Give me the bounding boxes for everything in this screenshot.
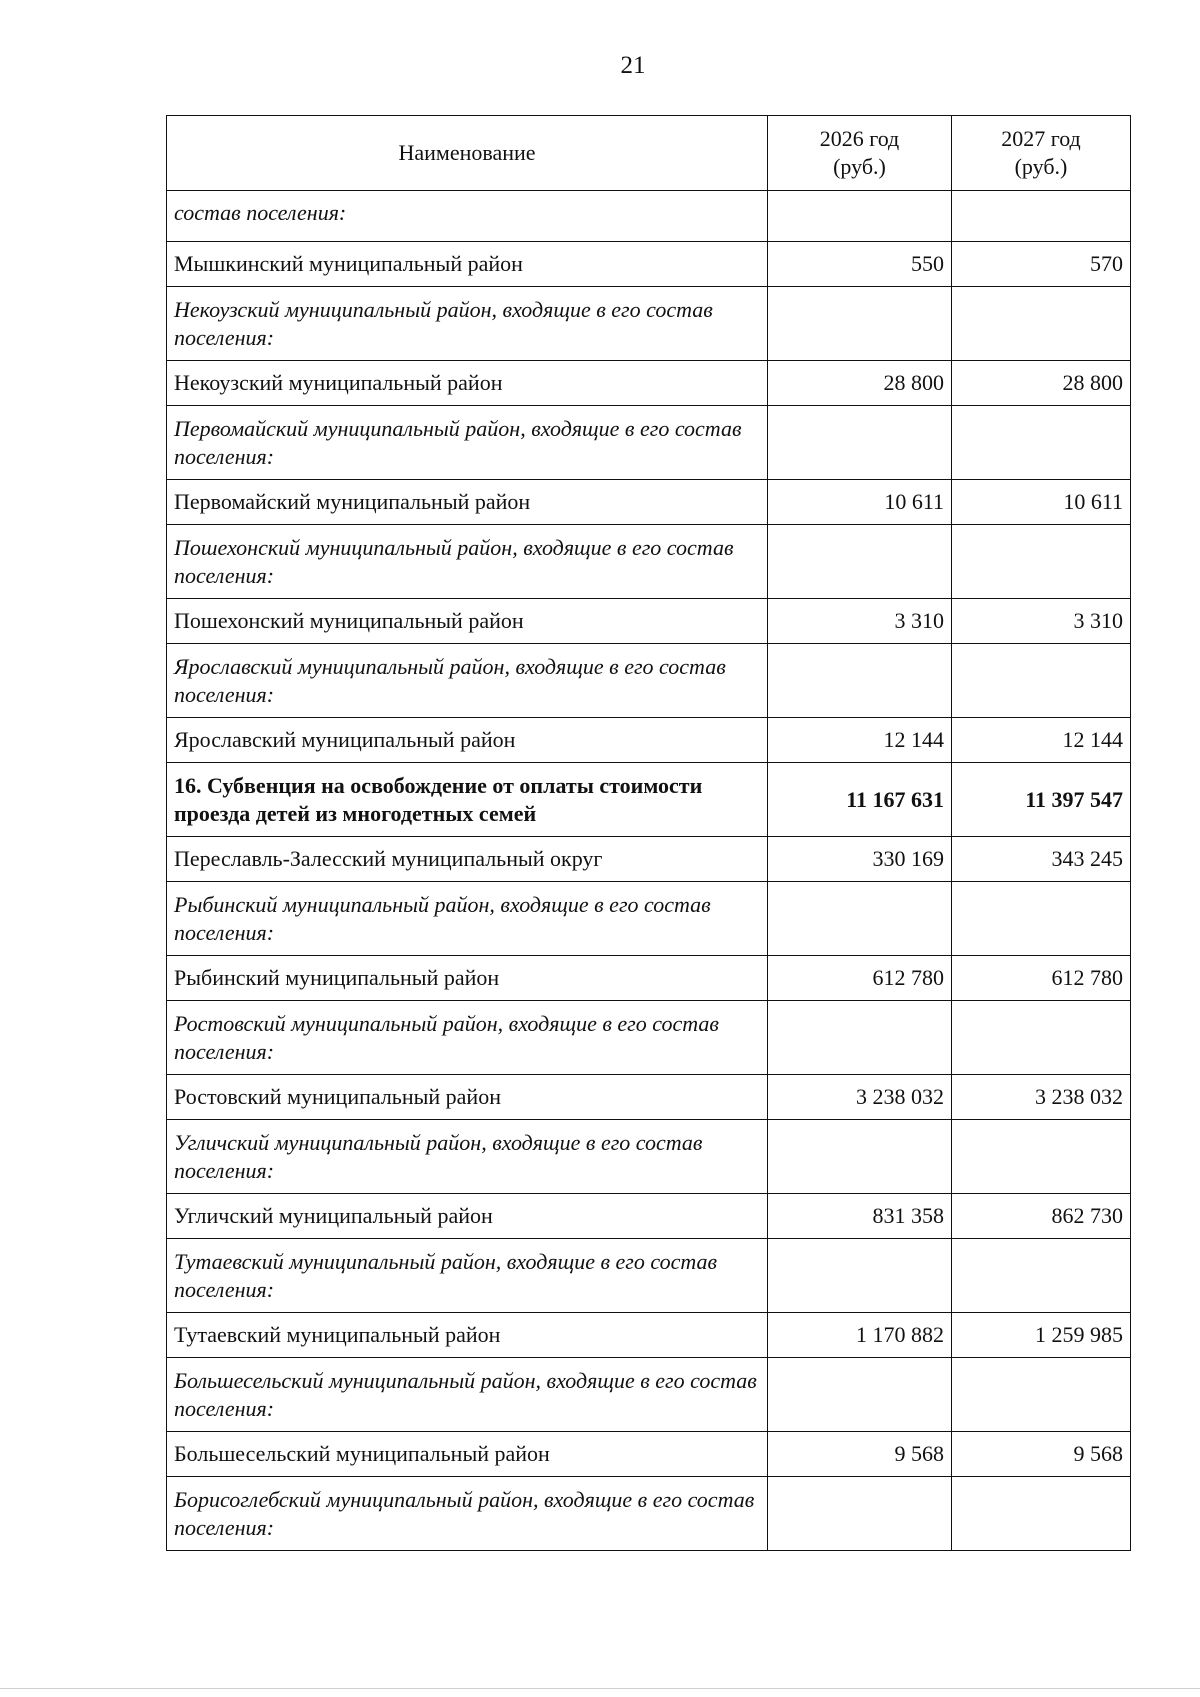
page-number: 21: [620, 52, 646, 79]
row-value-2026: 9 568: [768, 1432, 952, 1477]
header-year-2026: [768, 116, 952, 191]
table-row: [167, 361, 1131, 406]
table-row: [167, 1313, 1131, 1358]
row-value-2026: 831 358: [768, 1194, 952, 1239]
row-value-2026: [768, 1120, 952, 1194]
row-value-2026: 3 238 032: [768, 1075, 952, 1120]
row-name-cell: Большесельский муниципальный район: [167, 1432, 768, 1477]
row-value-2026: [768, 525, 952, 599]
table-row: [167, 882, 1131, 956]
row-value-2026: [768, 1001, 952, 1075]
row-value-2027: [952, 191, 1131, 242]
row-value-2027: 343 245: [952, 837, 1131, 882]
row-value-2027: [952, 287, 1131, 361]
header-name-label: Наименование: [398, 140, 536, 165]
row-value-2026: [768, 1358, 952, 1432]
row-value-2027: [952, 644, 1131, 718]
row-name-cell: Некоузский муниципальный район: [167, 361, 768, 406]
row-name-cell: состав поселения:: [167, 191, 768, 242]
row-value-2026: [768, 644, 952, 718]
table-row: [167, 1120, 1131, 1194]
row-name-cell: Большесельский муниципальный район, входящие в его состав поселения:: [167, 1358, 768, 1432]
row-name-cell: Ростовский муниципальный район: [167, 1075, 768, 1120]
row-value-2026: [768, 406, 952, 480]
table-row: [167, 1477, 1131, 1551]
row-name-cell: Пошехонский муниципальный район, входящие в его состав поселения:: [167, 525, 768, 599]
table-row: [167, 525, 1131, 599]
table-header: [167, 116, 1131, 191]
row-value-2027: [952, 1120, 1131, 1194]
row-value-2027: 28 800: [952, 361, 1131, 406]
table-row: [167, 644, 1131, 718]
table-row: [167, 1432, 1131, 1477]
table-row: [167, 599, 1131, 644]
table-body: [167, 191, 1131, 1551]
table-row: [167, 1194, 1131, 1239]
row-value-2027: 3 238 032: [952, 1075, 1131, 1120]
row-value-2026: 11 167 631: [768, 763, 952, 837]
row-name-cell: Некоузский муниципальный район, входящие в его состав поселения:: [167, 287, 768, 361]
row-value-2026: 612 780: [768, 956, 952, 1001]
table-row: [167, 242, 1131, 287]
table-row: [167, 837, 1131, 882]
scan-edge-line: [0, 1688, 1200, 1689]
row-value-2027: 12 144: [952, 718, 1131, 763]
header-year-2026-label: 2026 год (руб.): [819, 126, 900, 179]
row-value-2027: 11 397 547: [952, 763, 1131, 837]
table-row: [167, 480, 1131, 525]
row-value-2026: [768, 882, 952, 956]
row-value-2027: [952, 1239, 1131, 1313]
table-row: [167, 1001, 1131, 1075]
table-row: [167, 718, 1131, 763]
row-value-2026: [768, 191, 952, 242]
row-value-2026: 10 611: [768, 480, 952, 525]
row-value-2027: [952, 882, 1131, 956]
row-value-2026: [768, 1477, 952, 1551]
header-name: [167, 116, 768, 191]
row-value-2027: 9 568: [952, 1432, 1131, 1477]
row-value-2026: 12 144: [768, 718, 952, 763]
table-row: [167, 763, 1131, 837]
row-name-cell: Первомайский муниципальный район, входящие в его состав поселения:: [167, 406, 768, 480]
table-row: [167, 287, 1131, 361]
row-name-cell: Рыбинский муниципальный район: [167, 956, 768, 1001]
row-name-cell: Тутаевский муниципальный район: [167, 1313, 768, 1358]
row-name-cell: Тутаевский муниципальный район, входящие в его состав поселения:: [167, 1239, 768, 1313]
row-value-2027: 3 310: [952, 599, 1131, 644]
row-name-cell: Ярославский муниципальный район, входящие в его состав поселения:: [167, 644, 768, 718]
row-value-2026: 28 800: [768, 361, 952, 406]
row-value-2027: 10 611: [952, 480, 1131, 525]
row-value-2027: [952, 525, 1131, 599]
row-value-2026: 3 310: [768, 599, 952, 644]
table-row: [167, 1239, 1131, 1313]
row-value-2026: [768, 287, 952, 361]
row-name-cell: Переславль-Залесский муниципальный округ: [167, 837, 768, 882]
row-value-2027: [952, 1358, 1131, 1432]
table-row: [167, 1358, 1131, 1432]
budget-table: [166, 115, 1131, 1551]
table-row: [167, 191, 1131, 242]
row-value-2027: [952, 1477, 1131, 1551]
row-value-2027: [952, 1001, 1131, 1075]
row-name-cell: Пошехонский муниципальный район: [167, 599, 768, 644]
row-value-2026: [768, 1239, 952, 1313]
row-value-2026: 1 170 882: [768, 1313, 952, 1358]
table-row: [167, 1075, 1131, 1120]
row-value-2027: 1 259 985: [952, 1313, 1131, 1358]
row-value-2027: 862 730: [952, 1194, 1131, 1239]
row-value-2026: 330 169: [768, 837, 952, 882]
row-name-cell: Ярославский муниципальный район: [167, 718, 768, 763]
table-row: [167, 956, 1131, 1001]
row-name-cell: Мышкинский муниципальный район: [167, 242, 768, 287]
row-name-cell: Угличский муниципальный район: [167, 1194, 768, 1239]
header-row: [167, 116, 1131, 191]
row-name-cell: Угличский муниципальный район, входящие в его состав поселения:: [167, 1120, 768, 1194]
row-name-cell: 16. Субвенция на освобождение от оплаты стоимости проезда детей из многодетных семей: [167, 763, 768, 837]
row-name-cell: Первомайский муниципальный район: [167, 480, 768, 525]
header-year-2027: [952, 116, 1131, 191]
row-name-cell: Борисоглебский муниципальный район, входящие в его состав поселения:: [167, 1477, 768, 1551]
row-value-2027: 612 780: [952, 956, 1131, 1001]
row-value-2027: 570: [952, 242, 1131, 287]
header-year-2027-label: 2027 год (руб.): [1001, 126, 1081, 179]
row-value-2026: 550: [768, 242, 952, 287]
row-name-cell: Рыбинский муниципальный район, входящие в его состав поселения:: [167, 882, 768, 956]
row-value-2027: [952, 406, 1131, 480]
table-row: [167, 406, 1131, 480]
row-name-cell: Ростовский муниципальный район, входящие в его состав поселения:: [167, 1001, 768, 1075]
